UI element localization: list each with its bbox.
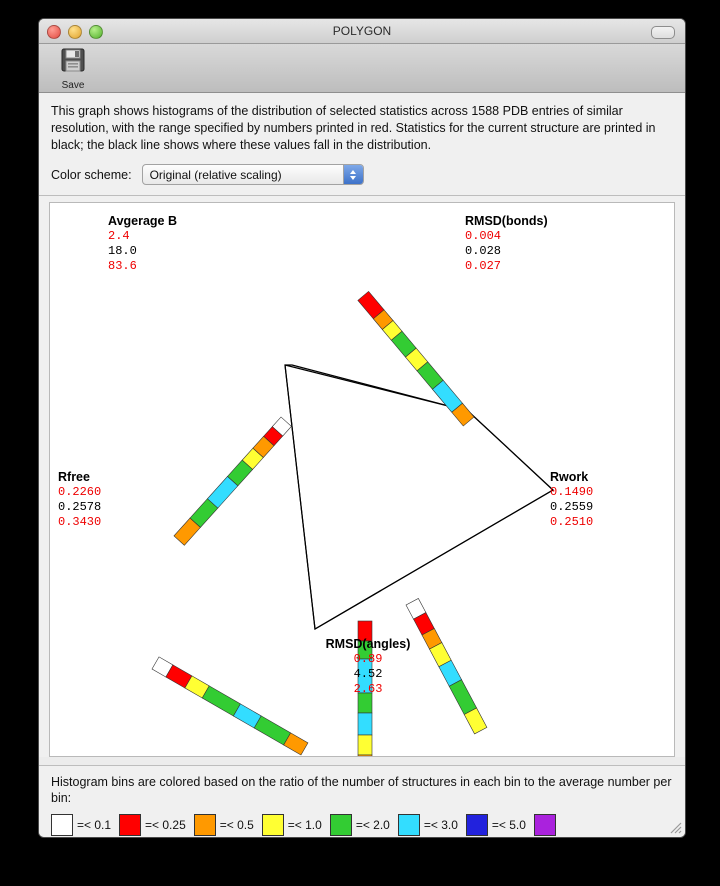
legend-item [194,814,254,836]
legend-item [119,814,186,836]
axis-title-rfree: Rfree [58,470,90,484]
structure-polyline [285,365,553,629]
legend-swatches [51,814,673,836]
resize-grip[interactable] [668,820,682,834]
axis-label-rmsd-bonds [465,214,548,274]
legend-label-0: =< 0.1 [77,818,112,832]
axis-max-rfree: 0.3430 [58,515,102,529]
chevron-updown-icon[interactable] [343,165,363,184]
axis-value-rwork: 0.2559 [550,500,594,514]
legend-swatch-3 [262,814,284,836]
floppy-disk-icon [59,61,87,78]
legend-item [330,814,390,836]
structure-polygon [285,365,553,629]
legend-swatch-4 [330,814,352,836]
legend-swatch-1 [119,814,141,836]
axis-label-average-b [108,214,177,274]
axis-max-rmsd-angles: 2.63 [353,682,383,696]
axis-min-rmsd-angles: 0.89 [353,652,383,666]
axis-value-rmsd-angles: 4.52 [353,667,383,681]
legend-swatch-5 [398,814,420,836]
legend-label-1: =< 0.25 [145,818,186,832]
minimize-button[interactable] [68,25,82,39]
axis-title-rmsd-angles: RMSD(angles) [325,637,411,651]
legend-item [534,814,560,836]
legend-label-6: =< 5.0 [491,818,526,832]
legend [39,765,685,838]
legend-text: Histogram bins are colored based on the ratio of the number of structures in each bin to the average number per bin: [51,775,672,805]
axis-max-rmsd-bonds: 0.027 [465,259,502,273]
window-titlebar[interactable] [39,19,685,44]
axis-label-rwork [550,470,593,530]
legend-swatch-2 [194,814,216,836]
window-title: POLYGON [332,24,392,38]
axis-bar-average-b [174,417,291,545]
save-button[interactable] [49,44,97,91]
color-scheme-row [39,158,685,196]
axis-value-rmsd-bonds: 0.028 [465,244,502,258]
axis-title-rwork: Rwork [550,470,589,484]
legend-swatch-0 [51,814,73,836]
zoom-button[interactable] [89,25,103,39]
window-controls[interactable] [47,25,103,39]
legend-label-5: =< 3.0 [423,818,458,832]
axis-max-rwork: 0.2510 [550,515,594,529]
legend-item [398,814,458,836]
axis-min-average-b: 2.4 [108,229,130,243]
legend-item [51,814,111,836]
axis-max-average-b: 83.6 [108,259,137,273]
legend-item [466,814,526,836]
description-text: This graph shows histograms of the distribution of selected statistics across 1588 PDB entries of similar resolution, with the range specified by numbers printed in red. Statistics for the current structure are printed in black; the black line shows where these values fall in the distribution. [39,93,685,158]
axis-title-average-b: Avgerage B [108,214,178,228]
legend-swatch-6 [466,814,488,836]
legend-item [262,814,322,836]
toolbar [39,44,685,93]
axis-label-rmsd-angles [278,637,458,697]
save-button-label: Save [61,80,85,91]
toolbar-toggle-button[interactable] [651,26,675,39]
color-scheme-label: Color scheme: [51,167,132,182]
legend-label-3: =< 1.0 [287,818,322,832]
close-button[interactable] [47,25,61,39]
axis-min-rmsd-bonds: 0.004 [465,229,502,243]
axis-min-rwork: 0.1490 [550,485,594,499]
axis-min-rfree: 0.2260 [58,485,102,499]
polygon-window [38,18,686,838]
polygon-plot [49,202,675,757]
axis-label-rfree [58,470,101,530]
legend-swatch-7 [534,814,556,836]
axis-bar-rmsd-bonds [358,291,474,426]
color-scheme-select[interactable] [142,164,364,185]
graph-area [39,196,685,757]
legend-label-4: =< 2.0 [355,818,390,832]
axis-value-rfree: 0.2578 [58,500,102,514]
axis-title-rmsd-bonds: RMSD(bonds) [465,214,548,228]
legend-label-2: =< 0.5 [219,818,254,832]
axis-value-average-b: 18.0 [108,244,137,258]
color-scheme-selected-value: Original (relative scaling) [149,168,282,182]
